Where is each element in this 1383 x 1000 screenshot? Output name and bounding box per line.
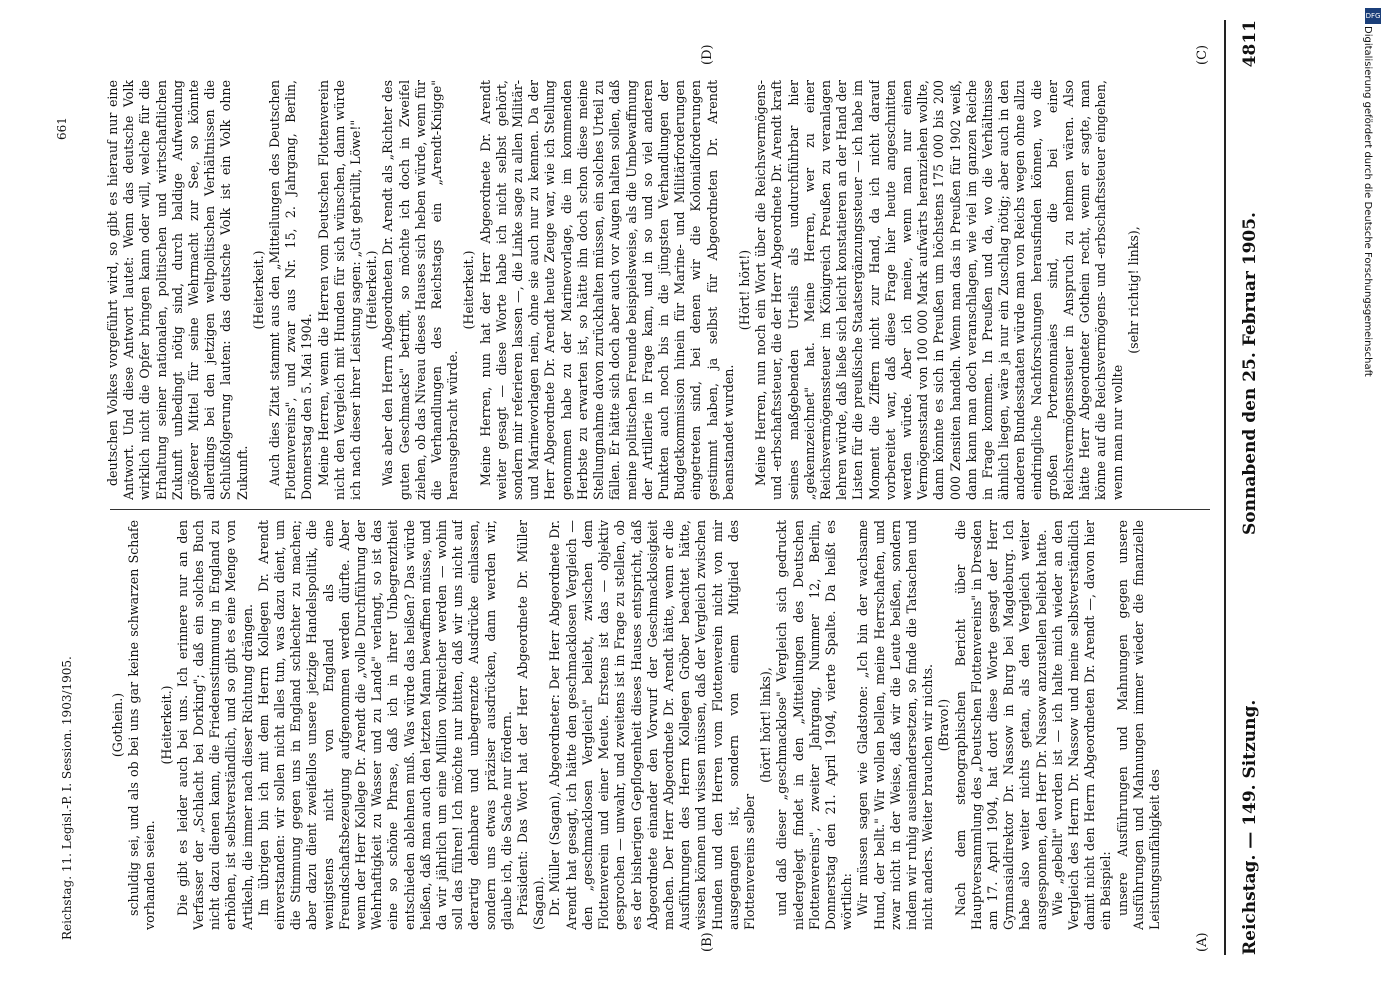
dfg-sidebar (1362, 8, 1381, 993)
dfg-logo: DFG (1365, 8, 1381, 24)
header-center: Sonnabend den 25. Februar 1905. (1240, 212, 1260, 535)
col1-paragraph: (Heiterkeit.) (158, 685, 174, 765)
col1-paragraph: Wir müssen sagen wie Gladstone: „Ich bin der wachsame Hund, der bellt." Wir wollen bellen, meine Herrschaften, und zwar nicht in der Weise, daß wir die Leute beißen, sondern indem wir ruhig auseinandersetzen, so finde die Tatsachen und nicht anders. Weiter brauchen wir nichts. (855, 520, 936, 930)
col1-paragraph: Präsident: Das Wort hat der Herr Abgeordnete Dr. Müller (Sagan). (515, 520, 547, 930)
margin-letter-a: (A) (1195, 932, 1210, 952)
margin-letter-c: (C) (1195, 44, 1210, 65)
col1-paragraph: unsere Ausführungen und Mahnungen gegen unsere Ausführungen und Mahnungen immer wieder die finanzielle Leistungsunfähigkeit des (1114, 520, 1162, 930)
header-page-number: 4811 (1240, 20, 1260, 68)
col1-paragraph: schuldig sei, und als ob bei uns gar keine schwarzen Schafe vorhanden seien. (126, 520, 158, 930)
page-footer: Reichstag. 11. Legisl.-P. I. Session. 1903/1905. (60, 656, 74, 940)
col1-paragraph: (Bravo!) (936, 698, 952, 752)
col1-paragraph: und daß dieser „geschmacklose" Vergleich sich gedruckt niedergelegt findet in den „Mitteilungen des Deutschen Flottenvereins", zweiter Jahrgang, Nummer 12, Berlin, Donnerstag den 21. April 1904, vierte Spalte. Da heißt es wörtlich: (774, 520, 855, 930)
column-divider (110, 509, 1210, 510)
col2-paragraph: (Hört! hört!) (736, 249, 752, 331)
sheet-number: 661 (55, 117, 69, 140)
col2-paragraph: deutschen Volkes vorgeführt wird, so gibt es hierauf nur eine Antwort. Und diese Antwort lautet: Wenn das deutsche Volk wirklich nicht die Opfer bringen kann oder will, welche für die Erhaltung seiner nationalen, politischen und wirtschaftlichen Zukunft unbedingt nötig sind, durch baldige Aufwendung größerer Mittel für seine Wehrmacht zur See, so könnte allerdings bei den jetzigen weltpolitischen Verhältnissen die Schlußfolgerung lauten: das deutsche Volk ist ein Volk ohne Zukunft. (105, 80, 250, 500)
text-column-left (110, 520, 1220, 930)
col1-paragraph: Dr. Müller (Sagan), Abgeordneter: Der Herr Abgeordnete Dr. Arendt hat gesagt, ich hätte den geschmacklosen Vergleich — den „geschmacklosen Vergleich" beliebt, zwischen dem Flottenverein und einer Meute. Erstens ist das — objektiv gesprochen — unwahr, und zweitens ist in Frage zu stellen, ob es der bisherigen Gepflogenheit dieses Hauses entspricht, daß Abgeordnete einander den Vorwurf der Geschmacklosigkeit machen. Der Herr Abgeordnete Dr. Arendt hätte, wenn er die Ausführungen des Herrn Kollegen Gröber beachtet hätte, wissen können und wissen müssen, daß der Vergleich zwischen Hunden und den Herren vom Flottenverein nicht von mir ausgegangen ist, sondern von einem Mitglied des Flottenvereins selber (547, 520, 757, 930)
margin-letter-b: (B) (700, 932, 715, 952)
col2-paragraph: Meine Herren, nun hat der Herr Abgeordnete Dr. Arendt weiter gesagt — diese Worte habe ich nicht selbst gehört, sondern mir referieren lassen —, die Linke sage zu allen Militär- und Marinevorlagen nein, ohne sie auch nur zu kennen. Da der Herr Abgeordnete Dr. Arendt heute Zeuge war, wie ich Stellung genommen habe zu der Marinevorlage, die im kommenden Herbste zu erwarten ist, so hätte ihn doch schon diese meine Stellungnahme davon zurückhalten müssen, ein solches Urteil zu fällen. Er hätte sich doch aber auch vor Augen halten sollen, daß meine politischen Freunde beispielsweise, als die Umbewaffnung der Artillerie in Frage kam, und in so und so viel anderen Punkten auch noch bis in die jüngsten Verhandlungen der Budgetkommission hinein für Marine- und Militärforderungen eingetreten sind, bei denen wir die Kolonialforderungen gestimmt haben, ja selbst für Abgeordneten Dr. Arendt beanstandet wurden. (477, 80, 736, 500)
col1-paragraph: Nach dem stenographischen Bericht über die Hauptversammlung des „Deutschen Flottenvereins" in Dresden am 17. April 1904, hat dort diese Worte gesagt der Herr Gymnasialdirektor Dr. Nassow in Burg bei Magdeburg. Ich habe also weiter nichts getan, als den Vergleich weiter ausgesponnen, den Herr Dr. Nassow anzustellen beliebt hatte. (952, 520, 1049, 930)
col2-paragraph: Meine Herren, nun noch ein Wort über die Reichsvermögens- und -erbschaftssteuer, die der Herr Abgeordnete Dr. Arendt kraft seines maßgebenden Urteils als undurchführbar hier „gekennzeichnet" hat. Meine Herren, wer zu einer Reichsvermögenssteuer im Königreich Preußen zu veranlagen lehren würde, daß ließe sich leicht konstatieren an der Hand der Listen für die preußische Staatsergänzungssteuer — ich habe im Moment die Ziffern nicht zur Hand, da ich nicht darauf vorbereitet war, daß diese Frage hier heute angeschnitten werden würde. Aber ich meine, wenn man nur einen Vermögensstand von 100 000 Mark aufwärts heranziehen wollte, dann könnte es sich in Preußen um höchstens 175 000 bis 200 000 Zensiten handeln. Wenn man das in Preußen für 1902 weiß, dann kann man doch veranschlagen, wie viel im ganzen Reiche in Frage kommen. In Preußen und da, wo die Verhältnisse ähnlich liegen, wäre ja nur ein Zuschlag nötig; aber auch in den anderen Bundesstaaten würde man von Reichs wegen ohne allzu eindringliche Nachforschungen herausfinden können, wo die großen Portemonnaies sind, die bei einer Reichsvermögenssteuer in Anspruch zu nehmen wären. Also hätte Herr Abgeordneter Gothein recht, wenn er sagte, man könne auf die Reichsvermögens- und -erbschaftssteuer eingehen, wenn man nur wollte (753, 80, 1125, 500)
header-left: Reichstag. — 149. Sitzung. (1240, 699, 1260, 955)
margin-letter-d: (D) (700, 44, 715, 65)
col2-paragraph: (Heiterkeit.) (461, 250, 477, 330)
col1-paragraph: Die gibt es leider auch bei uns. Ich erinnere nur an den Verfasser der „Schlacht bei Dorking"; daß ein solches Buch nicht dazu dienen kann, die Friedensstimmung in England zu erhöhen, ist selbstverständlich, und so gibt es eine Menge von Artikeln, die immer nach dieser Richtung drängen. (174, 520, 255, 930)
col2-paragraph: (Heiterkeit.) (250, 250, 266, 330)
page-header (1240, 20, 1270, 955)
col1-paragraph: Im übrigen bin ich mit dem Herrn Kollegen Dr. Arendt einverstanden: wir sollen nicht alles tun, was dazu dient, um die Stimmung gegen uns in England schlechter zu machen; aber dazu dient zweifellos unsere jetzige Handelspolitik, die wenigstens nicht von England als eine Freundschaftsbezeugung aufgenommen werden dürfte. Aber wenn der Herr Kollege Dr. Arendt die „volle Durchführung der Wehrhaftigkeit zu Wasser und zu Lande" verlangt, so ist das eine so schöne Phrase, daß ich in ihrer Unbegrenztheit entschieden ablehnen muß. Was würde das heißen? Das würde heißen, daß man auch den letzten Mann bewaffnen müsse, und da wir jährlich um eine Million volkreicher werden — wohin soll das führen! Ich möchte nur bitten, daß wir uns nicht auf derartig dehnbare und unbegrenzte Ausdrücke einlassen, sondern uns etwas präziser ausdrücken, dann werden wir, glaube ich, die Sache nur fördern. (255, 520, 514, 930)
col2-paragraph: Meine Herren, wenn die Herren vom Deutschen Flottenverein nicht den Vergleich mit Hunden für sich wünschen, dann würde ich nach dieser ihrer Leistung sagen: „Gut gebrüllt, Löwe!" (315, 80, 364, 500)
text-column-right (105, 80, 1215, 500)
dfg-credit: Digitalisierung gefördert durch die Deutsche Forschungsgemeinschaft (1362, 26, 1373, 377)
col1-paragraph: Wie „gebellt" worden ist — ich halte mich wieder an den Vergleich des Herrn Dr. Nassow und meine selbstverständlich damit nicht den Herrn Abgeordneten Dr. Arendt —, davon hier ein Beispiel: (1049, 520, 1114, 930)
col1-paragraph: (Gothein.) (110, 692, 125, 758)
col2-paragraph: (sehr richtig! links), (1125, 226, 1141, 354)
col2-paragraph: (Heiterkeit.) (364, 250, 380, 330)
col2-paragraph: Auch dies Zitat stammt aus den „Mitteilungen des Deutschen Flottenvereins", und zwar aus Nr. 15, 2. Jahrgang, Berlin, Donnerstag den 5. Mai 1904. (267, 80, 315, 500)
header-rule (1224, 20, 1226, 955)
col1-paragraph: (hört! hört! links), (758, 667, 774, 783)
col2-paragraph: Was aber den Herrn Abgeordneten Dr. Arendt als „Richter des guten Geschmacks" betrifft, so möchte ich doch in Zweifel ziehen, ob das Niveau dieses Hauses sich heben würde, wenn für die Verhandlungen des Reichstags ein „Arendt-Knigge" herausgebracht würde. (380, 80, 461, 500)
